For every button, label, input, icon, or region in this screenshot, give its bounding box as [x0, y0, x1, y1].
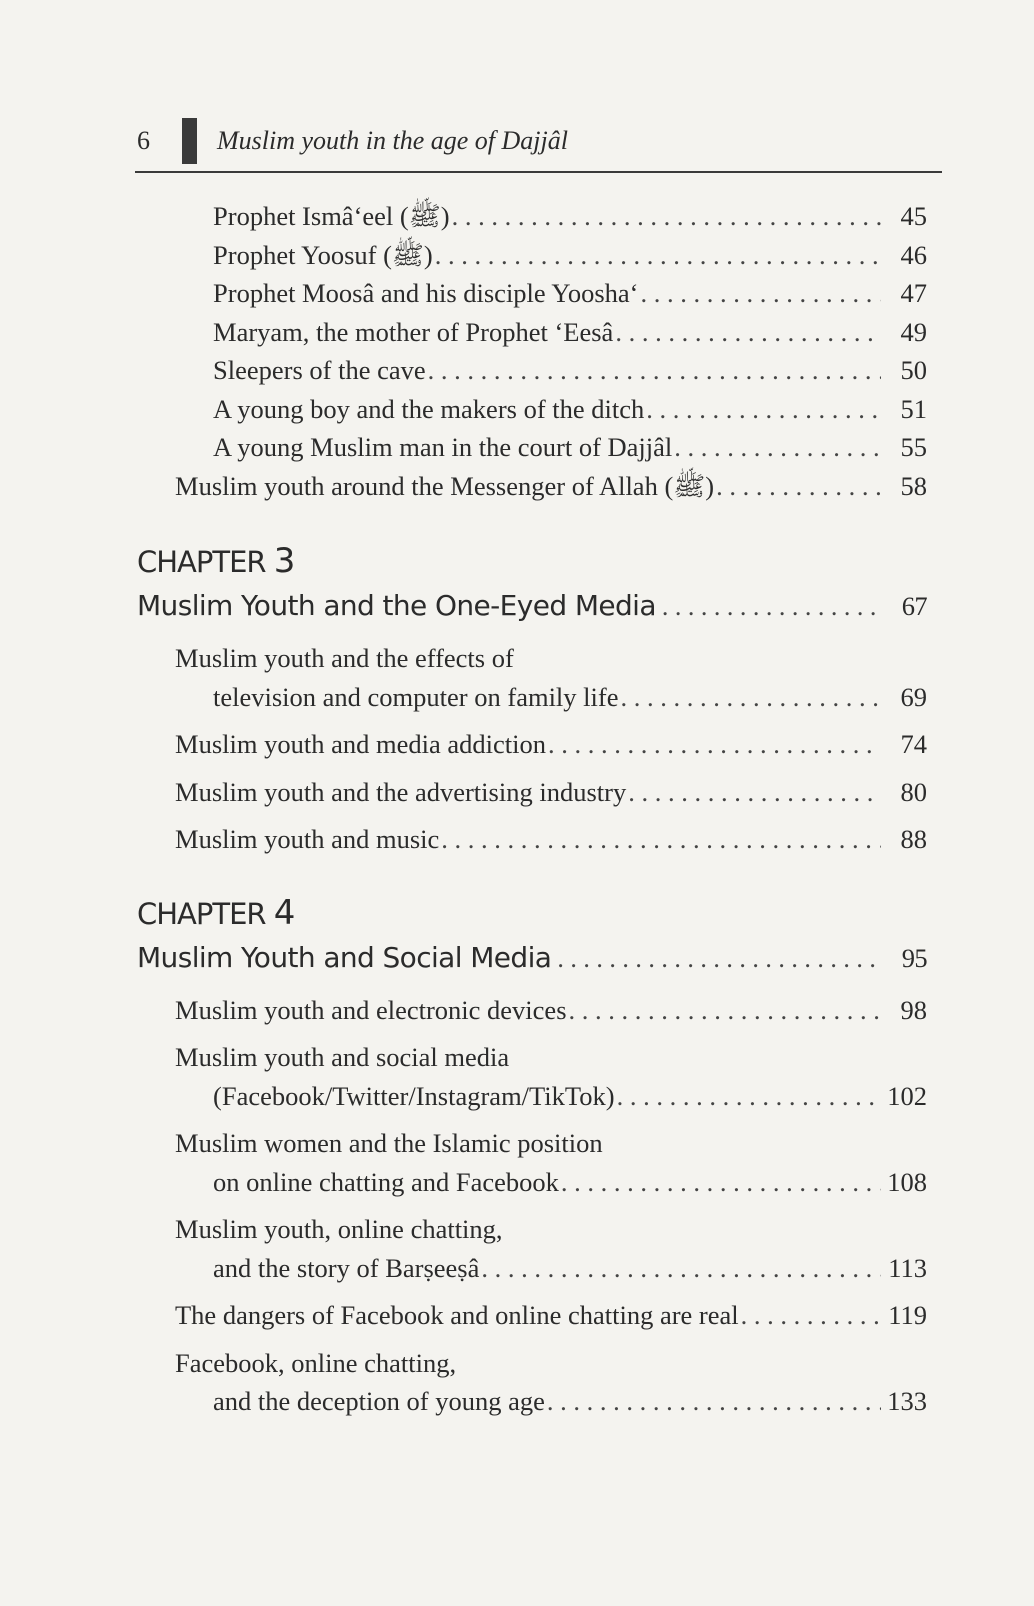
- page-number: 46: [900, 239, 927, 270]
- page-number: 47: [900, 278, 927, 308]
- toc-entry[interactable]: [137, 313, 927, 352]
- toc-entry[interactable]: [137, 428, 927, 467]
- entry-title: Prophet Yoosuf (ﷺ): [213, 239, 433, 270]
- entry-title: and the deception of young age: [213, 1386, 545, 1416]
- toc-entry-line: [137, 678, 927, 717]
- dot-leader: [428, 351, 881, 390]
- toc-entry[interactable]: [137, 390, 927, 429]
- toc-entry-line: [137, 390, 927, 429]
- page-number: 133: [887, 1386, 927, 1416]
- page-number: 119: [888, 1300, 927, 1330]
- dot-leader: [547, 1382, 881, 1421]
- dot-leader: [741, 1296, 881, 1335]
- page-number: 88: [900, 824, 927, 854]
- chapter-title-entry[interactable]: [137, 584, 927, 629]
- entry-title: and the story of Barṣeeṣâ: [213, 1252, 480, 1283]
- toc-entry-line: [137, 1296, 927, 1335]
- page-number: 51: [900, 393, 927, 424]
- toc-entry[interactable]: [137, 725, 927, 764]
- entry-title: Muslim youth and the advertising industry: [175, 776, 627, 807]
- toc-entry-line: [137, 1382, 927, 1421]
- entry-title: Sleepers of the cave: [213, 355, 426, 385]
- toc-entry-line: [137, 1210, 927, 1249]
- entry-title: Muslim youth and electronic devices: [175, 994, 567, 1025]
- running-title: Muslim youth in the age of Dajjâl: [217, 126, 568, 155]
- toc-entry-line: [137, 820, 927, 859]
- dot-leader: [435, 236, 881, 275]
- chapter-number: 3: [273, 541, 295, 581]
- page-number: 49: [900, 316, 927, 347]
- toc-entry[interactable]: [137, 820, 927, 859]
- page-number: 74: [900, 729, 927, 759]
- toc-entry-line: [137, 428, 927, 467]
- entry-title: Facebook, online chatting,: [175, 1347, 457, 1378]
- toc-entry[interactable]: [137, 1296, 927, 1335]
- chapter-label: [137, 539, 927, 584]
- entry-title: Prophet Ismâ‘eel (ﷺ): [213, 201, 450, 231]
- dot-leader: [620, 678, 881, 717]
- entry-title: Maryam, the mother of Prophet ‘Eesâ: [213, 316, 614, 347]
- dot-leader: [561, 1163, 881, 1202]
- toc-entry-line: [137, 274, 927, 313]
- toc-entry[interactable]: [137, 351, 927, 390]
- dot-leader: [646, 390, 881, 429]
- entry-title: television and computer on family life: [213, 681, 619, 712]
- toc-entry[interactable]: [137, 1210, 927, 1287]
- toc-entry[interactable]: [137, 1124, 927, 1201]
- entry-title: Muslim youth and media addiction: [175, 729, 546, 759]
- entry-title: (Facebook/Twitter/Instagram/TikTok): [213, 1080, 615, 1111]
- entry-title: Muslim women and the Islamic position: [175, 1128, 603, 1158]
- page-number: 95: [901, 942, 927, 973]
- dot-leader: [481, 1249, 881, 1288]
- toc-entry[interactable]: [137, 197, 927, 236]
- toc-entry-line: [137, 1344, 927, 1383]
- toc-entry-line: [137, 725, 927, 764]
- dot-leader: [548, 725, 881, 764]
- toc-entry-line: [137, 197, 927, 236]
- toc-entry-line: [137, 1038, 927, 1077]
- chapter-word: CHAPTER: [137, 896, 266, 931]
- toc-entry-line: [137, 1249, 927, 1288]
- page-number: 98: [900, 994, 927, 1025]
- page-number: 50: [900, 355, 927, 385]
- toc-entry-line: [137, 991, 927, 1030]
- dot-leader: [615, 313, 881, 352]
- entry-title: Muslim youth and social media: [175, 1042, 510, 1072]
- chapter-title: Muslim Youth and the One-Eyed Media: [137, 589, 656, 622]
- entry-title: Prophet Moosâ and his disciple Yoosha‘: [213, 278, 639, 308]
- dot-leader: [662, 585, 881, 629]
- entry-title: Muslim youth and music: [175, 824, 440, 854]
- dot-leader: [640, 274, 881, 313]
- chapter-title: Muslim Youth and Social Media: [137, 940, 552, 974]
- toc-entry[interactable]: [137, 991, 927, 1030]
- toc-entry-line: [137, 467, 927, 506]
- header-bar-ornament: [182, 118, 197, 164]
- entry-title: A young Muslim man in the court of Dajjâl: [213, 432, 673, 462]
- page-number: 45: [900, 201, 927, 231]
- entry-title: Muslim youth and the effects of: [175, 643, 514, 673]
- toc-entry[interactable]: [137, 1344, 927, 1421]
- page-number: 55: [900, 432, 927, 462]
- toc-entry[interactable]: [137, 1038, 927, 1115]
- dot-leader: [569, 991, 881, 1030]
- toc-entry-line: [137, 1124, 927, 1163]
- header-rule: [135, 171, 942, 173]
- page-number: 67: [901, 591, 927, 621]
- page-number: 102: [887, 1080, 927, 1111]
- toc-entry-line: [137, 351, 927, 390]
- page-number: 108: [887, 1166, 927, 1197]
- toc-entry-line: [137, 639, 927, 678]
- page-number: 6: [137, 126, 150, 155]
- toc-entry[interactable]: [137, 639, 927, 716]
- chapter-number: 4: [273, 892, 295, 933]
- dot-leader: [674, 428, 881, 467]
- toc-entry-line: [137, 1163, 927, 1202]
- entry-title: Muslim youth around the Messenger of Allah (ﷺ): [175, 470, 715, 501]
- dot-leader: [452, 197, 881, 236]
- table-of-contents: [137, 197, 927, 1421]
- entry-title: The dangers of Facebook and online chatting are real: [175, 1300, 739, 1330]
- toc-entry[interactable]: [137, 773, 927, 812]
- dot-leader: [557, 937, 881, 981]
- toc-entry-line: [137, 313, 927, 352]
- page-number: 80: [900, 776, 927, 807]
- dot-leader: [617, 1077, 881, 1116]
- dot-leader: [716, 467, 881, 506]
- entry-title: on online chatting and Facebook: [213, 1166, 559, 1197]
- running-header: [137, 118, 942, 162]
- toc-entry-line: [137, 236, 927, 275]
- chapter-title-entry[interactable]: [137, 936, 927, 981]
- toc-entry[interactable]: [137, 236, 927, 275]
- toc-entry-line: [137, 773, 927, 812]
- page-number: 69: [900, 681, 927, 712]
- toc-entry-line: [137, 1077, 927, 1116]
- entry-title: Muslim youth, online chatting,: [175, 1214, 503, 1244]
- chapter-word: CHAPTER: [137, 545, 266, 579]
- entry-title: A young boy and the makers of the ditch: [213, 393, 645, 424]
- toc-entry[interactable]: [137, 467, 927, 506]
- dot-leader: [441, 820, 881, 859]
- chapter-label: [137, 891, 927, 936]
- page-number: 58: [900, 470, 927, 501]
- toc-entry[interactable]: [137, 274, 927, 313]
- dot-leader: [628, 773, 881, 812]
- page-number: 113: [888, 1252, 927, 1283]
